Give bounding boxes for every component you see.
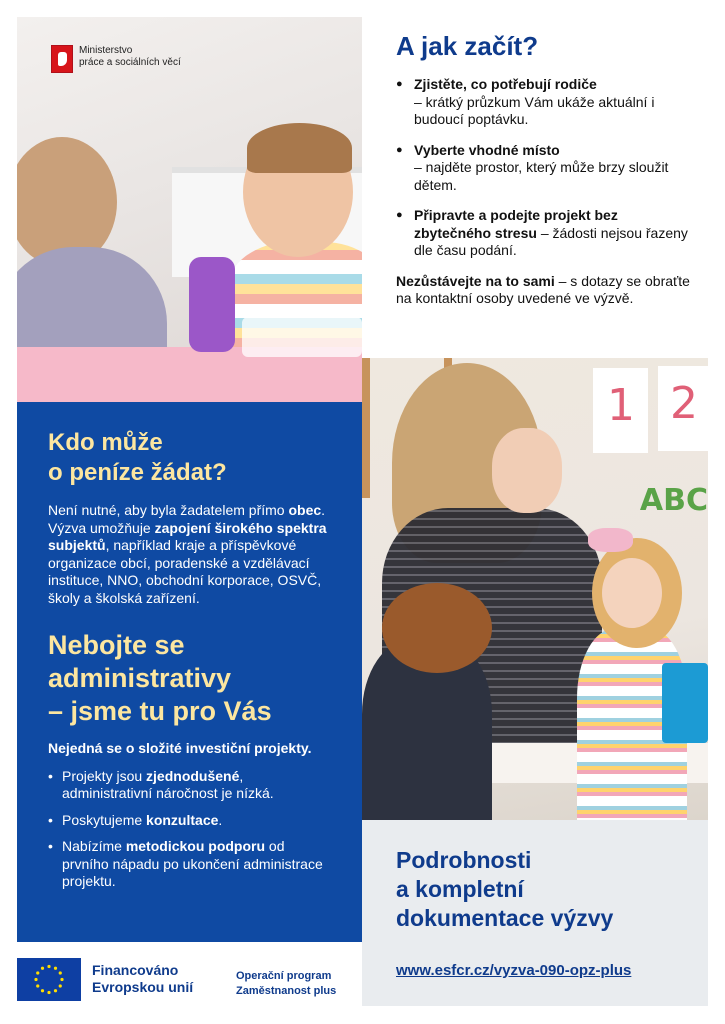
admin-title <box>48 629 332 728</box>
ministry-line2: práce a sociálních věcí <box>79 57 181 68</box>
step-2-bold: Vyberte vhodné místo <box>414 141 560 158</box>
eu-star <box>36 984 39 987</box>
details-line2: a kompletní <box>396 876 524 902</box>
call-url-link[interactable]: www.esfcr.cz/vyzva-090-opz-plus <box>396 962 632 979</box>
admin-b3-post: od prvního nápadu po ukončení administrace projektu. <box>62 838 323 889</box>
number-two: 2 <box>670 378 698 429</box>
eu-star <box>41 967 44 970</box>
details-line3: dokumentace výzvy <box>396 905 614 931</box>
ministry-logo-text <box>79 45 181 69</box>
op-line1: Operační program <box>236 970 332 982</box>
photo-woman-face <box>492 428 562 513</box>
photo-number-card-2 <box>658 366 708 451</box>
details-panel <box>362 820 708 944</box>
eu-star <box>34 978 37 981</box>
start-step-1 <box>396 76 696 129</box>
number-one: 1 <box>607 380 635 431</box>
eu-star <box>54 967 57 970</box>
admin-title-line1: Nebojte se <box>48 630 185 660</box>
photo-food-box <box>242 317 362 357</box>
eu-star <box>41 989 44 992</box>
ministry-logo <box>51 45 181 73</box>
funding-line1: Financováno <box>92 962 179 978</box>
eu-star <box>59 984 62 987</box>
who-p1: Není nutné, aby byla žadatelem přímo <box>48 502 289 518</box>
photo-pencil-cup <box>662 663 708 743</box>
who-title <box>48 428 332 488</box>
admin-bullet-2 <box>48 812 332 830</box>
admin-lead: Nejedná se o složité investiční projekty. <box>48 740 312 756</box>
step-3-text: – žádosti nejsou řazeny dle času podání. <box>414 224 688 258</box>
eu-star <box>47 965 50 968</box>
photo-children-eating <box>17 17 362 402</box>
step-1-bold: Zjistěte, co potřebují rodiče <box>414 76 597 92</box>
who-p1-bold: obec <box>288 502 322 518</box>
start-steps-list <box>396 76 696 260</box>
admin-b1-post: , administrativní náročnost je nízká. <box>62 767 274 801</box>
contact-note <box>396 273 696 308</box>
step-3-bold: Připravte a podejte projekt bez zbytečného stresu <box>414 207 618 241</box>
admin-b2-bold: konzultace <box>146 811 219 828</box>
who-paragraph <box>48 502 332 607</box>
admin-bullet-1 <box>48 768 332 803</box>
details-title <box>396 846 678 933</box>
admin-b1-bold: zjednodušené <box>146 767 240 784</box>
eu-star <box>60 978 63 981</box>
how-to-start-section <box>396 30 696 308</box>
photo-boy-hair <box>382 583 492 673</box>
who-title-line1: Kdo může <box>48 429 163 456</box>
admin-b3-pre: Nabízíme <box>62 838 126 854</box>
contact-note-text: – s dotazy se obraťte na kontaktní osoby uvedené ve výzvě. <box>396 272 690 306</box>
eu-star <box>47 991 50 994</box>
eu-star <box>36 971 39 974</box>
info-panel <box>17 402 362 942</box>
photo-number-card-1 <box>593 368 648 453</box>
admin-b1-pre: Projekty jsou <box>62 767 147 784</box>
photo-boy-hair <box>247 123 352 173</box>
admin-title-line3: – jsme tu pro Vás <box>48 696 272 726</box>
who-p2: . Výzva umožňuje <box>48 502 326 536</box>
admin-b3-bold: metodickou podporu <box>125 838 266 854</box>
admin-bullet-3 <box>48 838 332 891</box>
admin-b2-pre: Poskytujeme <box>62 811 147 828</box>
admin-b2-post: . <box>218 811 223 828</box>
eu-star <box>54 989 57 992</box>
ministry-line1: Ministerstvo <box>79 45 133 56</box>
step-1-text: – krátký průzkum Vám ukáže aktuální i budoucí poptávku. <box>414 93 655 127</box>
eu-flag-icon <box>17 958 81 1001</box>
funding-text <box>92 962 193 996</box>
admin-title-line2: administrativy <box>48 663 232 693</box>
eu-star <box>59 971 62 974</box>
photo-sippy-cup <box>189 257 235 352</box>
photo-girl-face <box>602 558 662 628</box>
eu-stars-icon <box>17 958 81 1001</box>
step-2-text: – najděte prostor, který může brzy sloužit dětem. <box>414 159 669 193</box>
contact-note-bold: Nezůstávejte na to sami <box>396 272 555 289</box>
abc-letters: ABC <box>639 483 708 518</box>
start-step-2 <box>396 142 696 195</box>
start-step-3 <box>396 207 696 260</box>
photo-hair-bow <box>588 528 633 552</box>
details-line1: Podrobnosti <box>396 847 532 873</box>
photo-teacher-with-children <box>362 358 708 820</box>
funding-line2: Evropskou unií <box>92 979 194 995</box>
admin-bullets <box>48 768 332 891</box>
who-title-line2: o peníze žádat? <box>48 459 227 486</box>
operational-program-logo <box>236 969 336 999</box>
how-to-start-title: A jak začít? <box>396 31 539 61</box>
who-p3: , například kraje a příspěvkové organizace obcí, poradenské a vzdělávací instituce, NNO, obchodní korporace, OSVČ, školy a školská zařízení. <box>48 537 322 606</box>
op-line2: Zaměstnanost plus <box>236 985 337 997</box>
who-p2-bold: zapojení širokého spektra subjektů <box>48 519 327 553</box>
lion-emblem-icon <box>51 45 73 73</box>
